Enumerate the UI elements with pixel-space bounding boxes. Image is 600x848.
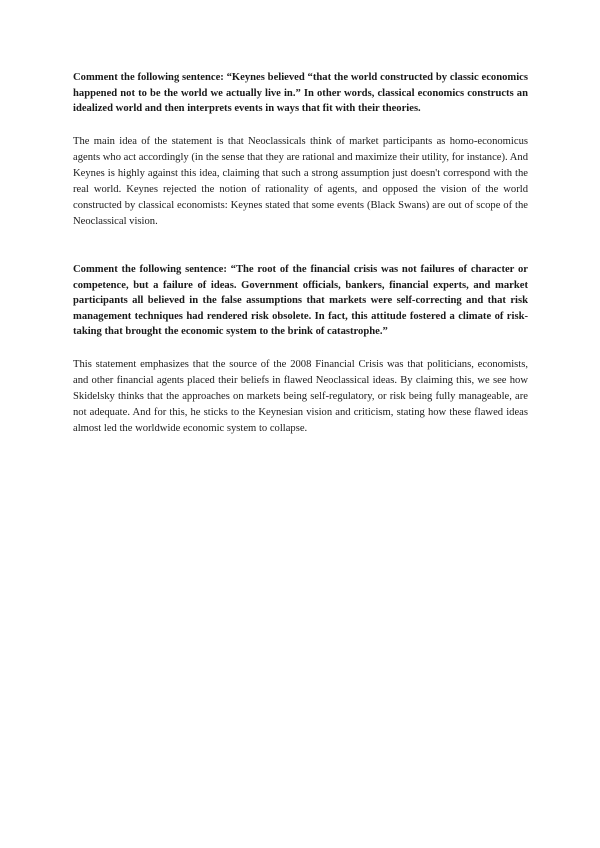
question-block-1 — [73, 70, 528, 230]
answer-1-text: The main idea of the statement is that Neoclassicals think of market participants as homo-economicus agents who act accordingly (in the sense that they are rational and maximize their utility, for instance). And Keynes is highly against this idea, claiming that such a strong assumption just doesn't correspond with the real world. Keynes rejected the notion of rationality of agents, and opposed the vision of the world constructed by classical economists: Keynes stated that some events (Black Swans) are out of scope of the Neoclassical vision. — [73, 135, 528, 227]
answer-2-text: This statement emphasizes that the source of the 2008 Financial Crisis was that politicians, economists, and other financial agents placed their beliefs in flawed Neoclassical ideas. By claiming this, we see how Skidelsky thinks that the approaches on markets being self-regulatory, or risk being fully manageable, are not adequate. And for this, he sticks to the Keynesian vision and criticism, stating how these flawed ideas almost led the worldwide economic system to collapse. — [73, 358, 528, 434]
question-2-text: Comment the following sentence: “The root of the financial crisis was not failures of character or competence, but a failure of ideas. Government officials, bankers, financial experts, and market participants all believed in the false assumptions that markets were self-correcting and that risk management techniques had rendered risk obsolete. In fact, this attitude fostered a climate of risk-taking that brought the economic system to the brink of catastrophe.” — [73, 264, 528, 338]
question-1-text: Comment the following sentence: “Keynes believed “that the world constructed by classic economics happened not to be the world we actually live in.” In other words, classical economics constructs an idealized world and then interprets events in ways that fit with their theories. — [73, 72, 528, 114]
question-block-2 — [73, 262, 528, 437]
document-page — [73, 70, 528, 437]
